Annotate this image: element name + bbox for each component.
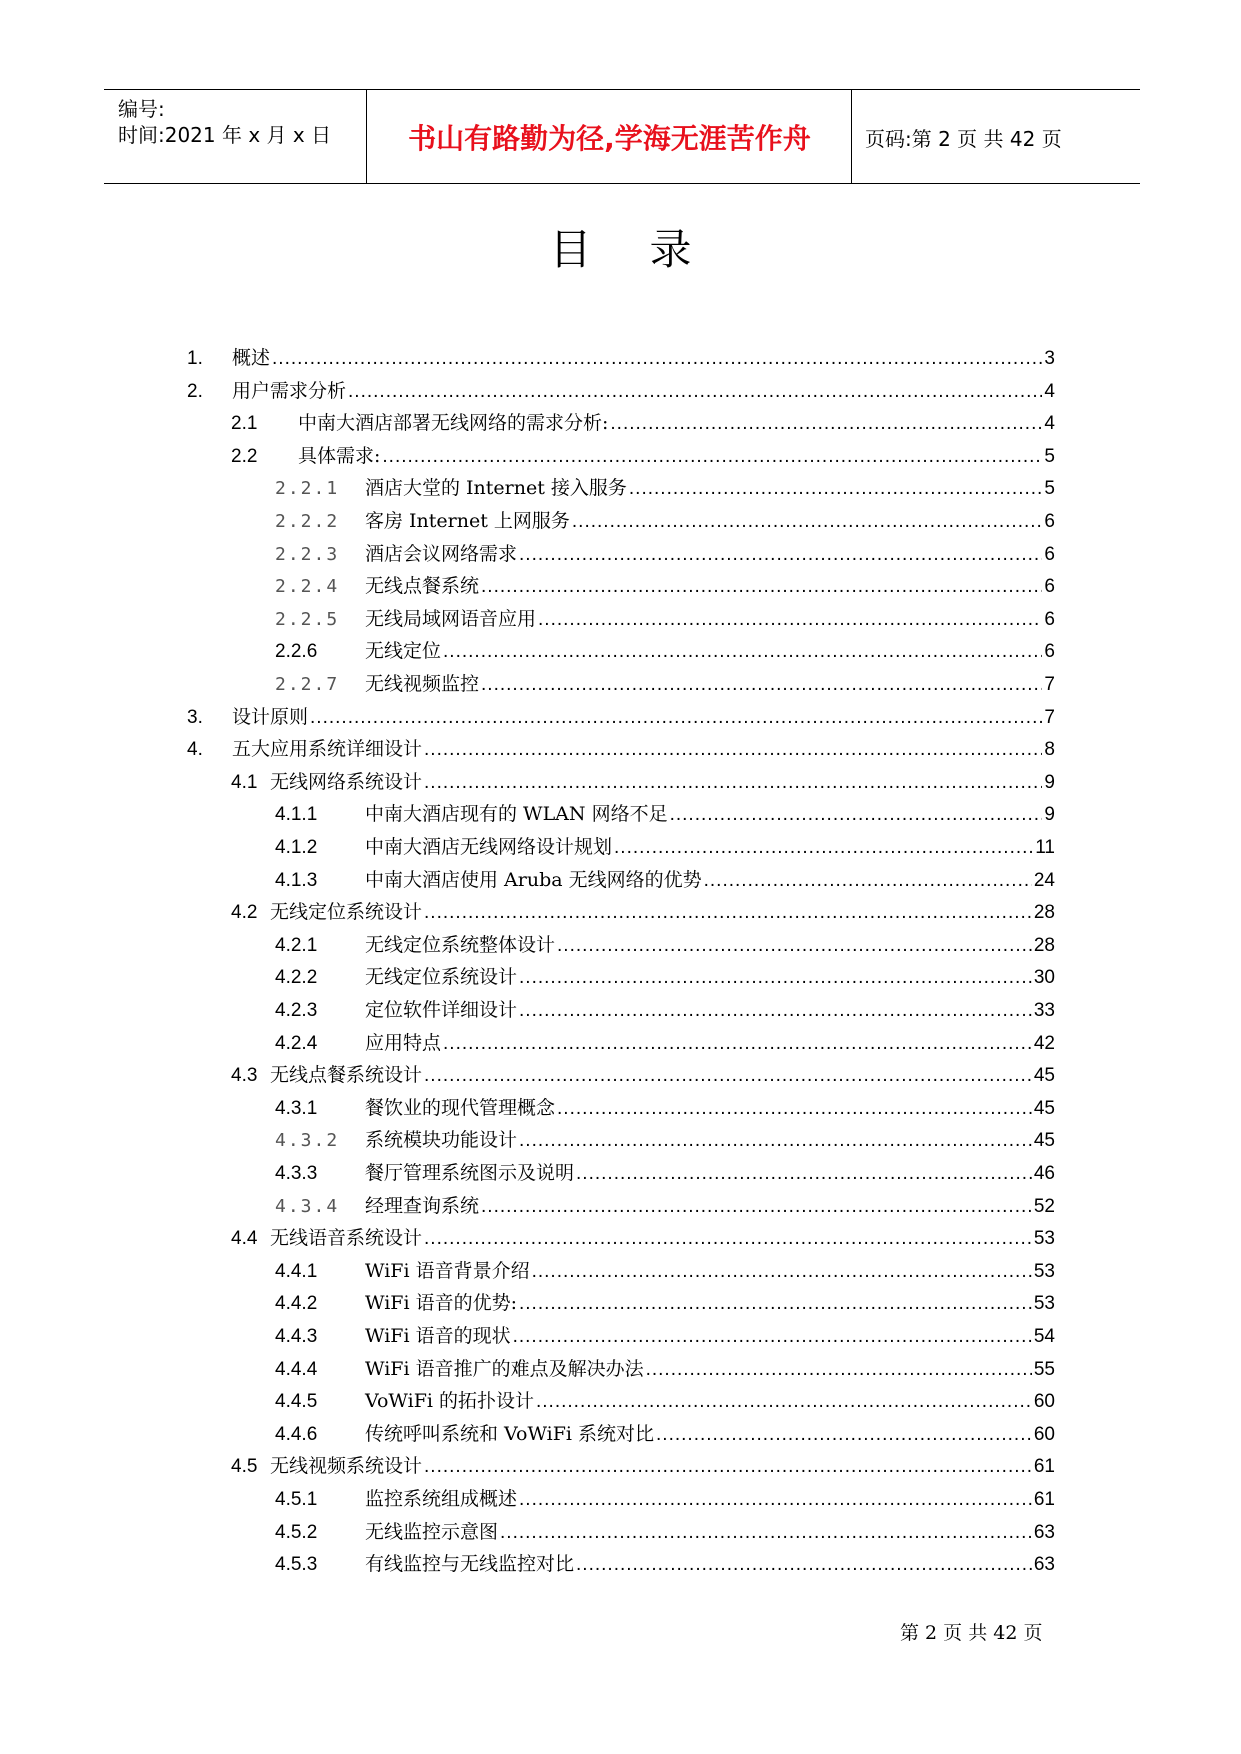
toc-leader-dots bbox=[646, 1359, 1032, 1381]
toc-leader-dots bbox=[572, 511, 1043, 533]
toc-entry-page: 4 bbox=[1044, 413, 1055, 435]
toc-entry-title: 无线定位 bbox=[365, 640, 442, 663]
toc-entry-title: 中南大酒店使用 Aruba 无线网络的优势 bbox=[365, 868, 702, 891]
header-middle-cell bbox=[368, 90, 852, 183]
toc-entry-page: 30 bbox=[1033, 967, 1055, 989]
toc-entry[interactable] bbox=[275, 1093, 1055, 1126]
toc-entry-number: 4.4.1 bbox=[275, 1260, 318, 1282]
toc-entry-title: 无线视频系统设计 bbox=[270, 1455, 423, 1478]
toc-leader-dots bbox=[629, 478, 1043, 500]
toc-leader-dots bbox=[424, 902, 1032, 924]
toc-leader-dots bbox=[576, 1163, 1032, 1185]
toc-entry-number: 4.1.3 bbox=[275, 869, 318, 891]
toc-entry-title: 无线视频监控 bbox=[365, 673, 480, 695]
toc-entry-title: 中南大酒店部署无线网络的需求分析: bbox=[298, 412, 609, 435]
toc-entry-page: 46 bbox=[1033, 1163, 1055, 1184]
toc-entry-page: 61 bbox=[1033, 1456, 1055, 1478]
toc-entry-title: 系统模块功能设计 bbox=[365, 1129, 518, 1152]
toc-leader-dots bbox=[513, 1326, 1032, 1348]
toc-entry[interactable] bbox=[275, 799, 1055, 832]
toc-entry-number: 2.2.2 bbox=[275, 511, 340, 532]
toc-entry-page: 53 bbox=[1033, 1228, 1055, 1250]
page-title: 目录 bbox=[549, 225, 750, 274]
toc-entry[interactable] bbox=[275, 1158, 1055, 1191]
toc-entry-page: 4 bbox=[1044, 380, 1055, 402]
toc-entry-title: 无线点餐系统设计 bbox=[270, 1064, 423, 1087]
toc-entry-number: 2.2.4 bbox=[275, 576, 340, 598]
toc-leader-dots bbox=[348, 381, 1042, 403]
toc-entry-title: 具体需求: bbox=[298, 444, 381, 467]
toc-entry[interactable] bbox=[275, 1028, 1055, 1061]
toc-entry-page: 28 bbox=[1033, 934, 1055, 956]
toc-entry-page: 6 bbox=[1044, 576, 1055, 598]
toc-entry-page: 6 bbox=[1044, 543, 1055, 565]
toc-leader-dots bbox=[519, 1000, 1032, 1022]
toc-leader-dots bbox=[481, 576, 1042, 598]
toc-entry-title: 无线定位系统设计 bbox=[365, 966, 518, 989]
document-time-label: 时间:2021 年 x 月 x 日 bbox=[118, 123, 332, 147]
toc-entry-number: 4.2.4 bbox=[275, 1032, 318, 1054]
toc-entry-number: 2.2.5 bbox=[275, 608, 340, 630]
toc-leader-dots bbox=[670, 804, 1043, 826]
toc-leader-dots bbox=[614, 837, 1033, 859]
toc-entry-page: 6 bbox=[1044, 641, 1055, 663]
toc-entry-number: 4.3.4 bbox=[275, 1195, 340, 1217]
toc-entry-number: 4.4.3 bbox=[275, 1326, 318, 1347]
toc-entry-number: 2.2.1 bbox=[275, 478, 340, 500]
toc-leader-dots bbox=[310, 707, 1042, 729]
toc-entry-number: 4.2 bbox=[231, 902, 258, 924]
toc-entry-title: 概述 bbox=[232, 347, 271, 369]
toc-entry-number: 4.5.2 bbox=[275, 1521, 318, 1543]
toc-entry-page: 7 bbox=[1044, 674, 1055, 695]
toc-leader-dots bbox=[610, 413, 1042, 435]
toc-entry[interactable] bbox=[187, 376, 1055, 409]
toc-leader-dots bbox=[557, 935, 1032, 957]
toc-entry-page: 53 bbox=[1033, 1293, 1055, 1315]
header-motto: 书山有路勤为径,学海无涯苦作舟 bbox=[408, 122, 811, 155]
toc-entry-title: 餐厅管理系统图示及说明 bbox=[365, 1162, 575, 1184]
header-left-cell bbox=[104, 90, 367, 183]
toc-entry[interactable] bbox=[275, 1354, 1055, 1387]
toc-entry-title: WiFi 语音的优势: bbox=[365, 1292, 517, 1315]
toc-entry-page: 53 bbox=[1033, 1260, 1055, 1282]
toc-entry-title: WiFi 语音背景介绍 bbox=[365, 1259, 530, 1282]
toc-entry-title: WiFi 语音推广的难点及解决办法 bbox=[365, 1357, 644, 1380]
toc-entry-page: 60 bbox=[1033, 1391, 1055, 1413]
toc-leader-dots bbox=[519, 967, 1032, 989]
toc-entry-number: 2.2.3 bbox=[275, 543, 340, 565]
toc-entry[interactable] bbox=[275, 506, 1055, 539]
toc-leader-dots bbox=[481, 674, 1042, 696]
toc-entry-page: 63 bbox=[1033, 1521, 1055, 1543]
toc-entry-number: 4.1.1 bbox=[275, 804, 318, 826]
toc-entry[interactable] bbox=[275, 995, 1055, 1028]
toc-entry[interactable] bbox=[275, 473, 1055, 506]
toc-entry-number: 4.4.2 bbox=[275, 1293, 318, 1315]
toc-entry-number: 2.1 bbox=[231, 413, 258, 435]
toc-entry-page: 45 bbox=[1033, 1130, 1055, 1152]
toc-leader-dots bbox=[557, 1098, 1032, 1120]
toc-entry[interactable] bbox=[275, 539, 1055, 572]
toc-entry-page: 11 bbox=[1035, 837, 1055, 858]
toc-entry[interactable] bbox=[275, 962, 1055, 995]
toc-leader-dots bbox=[424, 772, 1042, 794]
toc-entry-title: 酒店大堂的 Internet 接入服务 bbox=[365, 477, 627, 500]
toc-entry-title: 餐饮业的现代管理概念 bbox=[365, 1096, 556, 1119]
toc-entry-title: 无线局域网语音应用 bbox=[365, 607, 537, 630]
toc-entry[interactable] bbox=[231, 767, 1055, 800]
toc-leader-dots bbox=[656, 1424, 1032, 1446]
toc-leader-dots bbox=[443, 1033, 1032, 1055]
toc-entry[interactable] bbox=[231, 1060, 1055, 1093]
toc-entry-number: 2.2.7 bbox=[275, 674, 340, 695]
toc-leader-dots bbox=[424, 1228, 1032, 1250]
toc-entry[interactable] bbox=[231, 408, 1055, 441]
toc-leader-dots bbox=[536, 1391, 1032, 1413]
toc-leader-dots bbox=[424, 1065, 1032, 1087]
toc-entry[interactable] bbox=[275, 604, 1055, 637]
toc-entry-number: 1. bbox=[187, 348, 203, 369]
toc-entry[interactable] bbox=[275, 1256, 1055, 1289]
toc-entry-page: 5 bbox=[1044, 478, 1055, 500]
toc-entry-page: 33 bbox=[1033, 1000, 1055, 1021]
toc-entry-title: 监控系统组成概述 bbox=[365, 1488, 518, 1510]
toc-leader-dots bbox=[519, 544, 1042, 566]
toc-entry[interactable] bbox=[275, 1517, 1055, 1550]
toc-entry-number: 4.4.6 bbox=[275, 1423, 318, 1445]
document-header bbox=[104, 89, 1140, 184]
toc-entry-number: 4.2.2 bbox=[275, 967, 318, 989]
toc-entry-title: 无线定位系统设计 bbox=[270, 901, 423, 924]
toc-entry-title: 客房 Internet 上网服务 bbox=[365, 510, 570, 532]
toc-leader-dots bbox=[424, 1456, 1032, 1478]
toc-leader-dots bbox=[704, 870, 1032, 892]
toc-leader-dots bbox=[519, 1489, 1032, 1511]
toc-entry-number: 4.2.3 bbox=[275, 1000, 318, 1021]
toc-entry-number: 4.5.1 bbox=[275, 1489, 318, 1510]
toc-entry-page: 55 bbox=[1033, 1358, 1055, 1380]
toc-entry-number: 4.1 bbox=[231, 771, 258, 793]
toc-entry-page: 6 bbox=[1044, 608, 1055, 630]
toc-entry[interactable] bbox=[275, 669, 1055, 702]
toc-leader-dots bbox=[382, 446, 1042, 468]
toc-leader-dots bbox=[519, 1130, 1032, 1152]
toc-entry[interactable] bbox=[275, 1125, 1055, 1158]
toc-entry-page: 42 bbox=[1033, 1032, 1055, 1054]
toc-entry-title: 经理查询系统 bbox=[365, 1194, 480, 1217]
toc-entry-title: 无线点餐系统 bbox=[365, 575, 480, 598]
toc-entry[interactable] bbox=[275, 1288, 1055, 1321]
toc-entry[interactable] bbox=[231, 1223, 1055, 1256]
toc-entry-page: 9 bbox=[1044, 804, 1055, 826]
toc-entry-title: 无线网络系统设计 bbox=[270, 770, 423, 793]
toc-entry-title: 应用特点 bbox=[365, 1031, 442, 1054]
toc-entry-title: 无线定位系统整体设计 bbox=[365, 933, 556, 956]
toc-leader-dots bbox=[538, 609, 1042, 631]
toc-entry-title: 传统呼叫系统和 VoWiFi 系统对比 bbox=[365, 1422, 655, 1445]
toc-entry-number: 3. bbox=[187, 706, 203, 728]
header-right-cell bbox=[853, 90, 1140, 183]
toc-entry-page: 54 bbox=[1033, 1326, 1055, 1347]
toc-entry-page: 7 bbox=[1044, 706, 1055, 728]
header-page-label: 页码:第 2 页 共 42 页 bbox=[865, 127, 1062, 151]
toc-entry-number: 2.2.6 bbox=[275, 641, 318, 663]
toc-entry-page: 45 bbox=[1033, 1097, 1055, 1119]
toc-entry-page: 45 bbox=[1033, 1065, 1055, 1087]
toc-entry-title: 无线语音系统设计 bbox=[270, 1227, 423, 1250]
toc-entry[interactable] bbox=[275, 571, 1055, 604]
toc-entry-title: VoWiFi 的拓扑设计 bbox=[365, 1390, 534, 1413]
toc-entry[interactable] bbox=[275, 865, 1055, 898]
toc-entry-page: 24 bbox=[1033, 869, 1055, 891]
toc-leader-dots bbox=[519, 1293, 1032, 1315]
toc-entry-number: 4.1.2 bbox=[275, 837, 318, 858]
toc-entry[interactable] bbox=[231, 897, 1055, 930]
toc-entry[interactable] bbox=[275, 930, 1055, 963]
toc-entry-title: 中南大酒店现有的 WLAN 网络不足 bbox=[365, 803, 668, 826]
toc-entry-page: 8 bbox=[1044, 739, 1055, 761]
toc-entry-title: 有线监控与无线监控对比 bbox=[365, 1553, 575, 1576]
toc-entry-number: 4.4.4 bbox=[275, 1358, 318, 1380]
toc-entry-page: 61 bbox=[1033, 1489, 1055, 1510]
toc-entry[interactable] bbox=[231, 441, 1055, 474]
toc-entry[interactable] bbox=[275, 1321, 1055, 1354]
toc-leader-dots bbox=[481, 1196, 1032, 1218]
toc-entry[interactable] bbox=[275, 832, 1055, 865]
toc-entry-page: 5 bbox=[1044, 445, 1055, 467]
toc-entry-number: 4.3.2 bbox=[275, 1130, 340, 1152]
toc-entry-title: WiFi 语音的现状 bbox=[365, 1325, 511, 1347]
toc-entry-page: 28 bbox=[1033, 902, 1055, 924]
toc-entry[interactable] bbox=[275, 1549, 1055, 1582]
toc-entry-number: 4.3.3 bbox=[275, 1163, 318, 1184]
toc-entry-number: 2. bbox=[187, 380, 203, 402]
toc-entry-number: 4.2.1 bbox=[275, 934, 318, 956]
toc-leader-dots bbox=[443, 641, 1042, 663]
toc-entry[interactable] bbox=[275, 1419, 1055, 1452]
toc-entry-number: 4.5 bbox=[231, 1456, 258, 1478]
toc-entry-title: 五大应用系统详细设计 bbox=[232, 738, 423, 761]
toc-entry[interactable] bbox=[231, 1451, 1055, 1484]
toc-entry-number: 4.3 bbox=[231, 1065, 258, 1087]
toc-entry-page: 60 bbox=[1033, 1423, 1055, 1445]
toc-entry[interactable] bbox=[275, 1191, 1055, 1224]
toc-entry[interactable] bbox=[275, 1386, 1055, 1419]
toc-entry-title: 无线监控示意图 bbox=[365, 1520, 499, 1543]
document-number-label: 编号: bbox=[118, 97, 165, 121]
toc-entry-number: 4. bbox=[187, 739, 203, 761]
toc-leader-dots bbox=[424, 739, 1042, 761]
toc-entry-page: 63 bbox=[1033, 1554, 1055, 1576]
toc-entry-title: 设计原则 bbox=[232, 705, 309, 728]
toc-leader-dots bbox=[576, 1554, 1032, 1576]
toc-entry-page: 52 bbox=[1033, 1195, 1055, 1217]
toc-entry-page: 3 bbox=[1044, 348, 1055, 369]
toc-entry-number: 2.2 bbox=[231, 445, 258, 467]
toc-entry-title: 酒店会议网络需求 bbox=[365, 542, 518, 565]
toc-leader-dots bbox=[272, 348, 1042, 370]
toc-entry-page: 9 bbox=[1044, 771, 1055, 793]
toc-entry[interactable] bbox=[187, 734, 1055, 767]
toc-entry-number: 4.4 bbox=[231, 1228, 258, 1250]
toc-entry-number: 4.4.5 bbox=[275, 1391, 318, 1413]
toc-entry-number: 4.5.3 bbox=[275, 1554, 318, 1576]
toc-entry-title: 定位软件详细设计 bbox=[365, 999, 518, 1021]
toc-entry-title: 中南大酒店无线网络设计规划 bbox=[365, 836, 613, 858]
page-footer: 第 2 页 共 42 页 bbox=[900, 1622, 1043, 1644]
toc-entry-number: 4.3.1 bbox=[275, 1097, 318, 1119]
toc-entry[interactable] bbox=[275, 636, 1055, 669]
toc-leader-dots bbox=[500, 1522, 1032, 1544]
toc-entry[interactable] bbox=[187, 702, 1055, 735]
toc-entry-page: 6 bbox=[1044, 511, 1055, 532]
toc-entry[interactable] bbox=[187, 343, 1055, 376]
toc-leader-dots bbox=[532, 1261, 1032, 1283]
toc-entry[interactable] bbox=[275, 1484, 1055, 1517]
toc-entry-title: 用户需求分析 bbox=[232, 379, 347, 402]
